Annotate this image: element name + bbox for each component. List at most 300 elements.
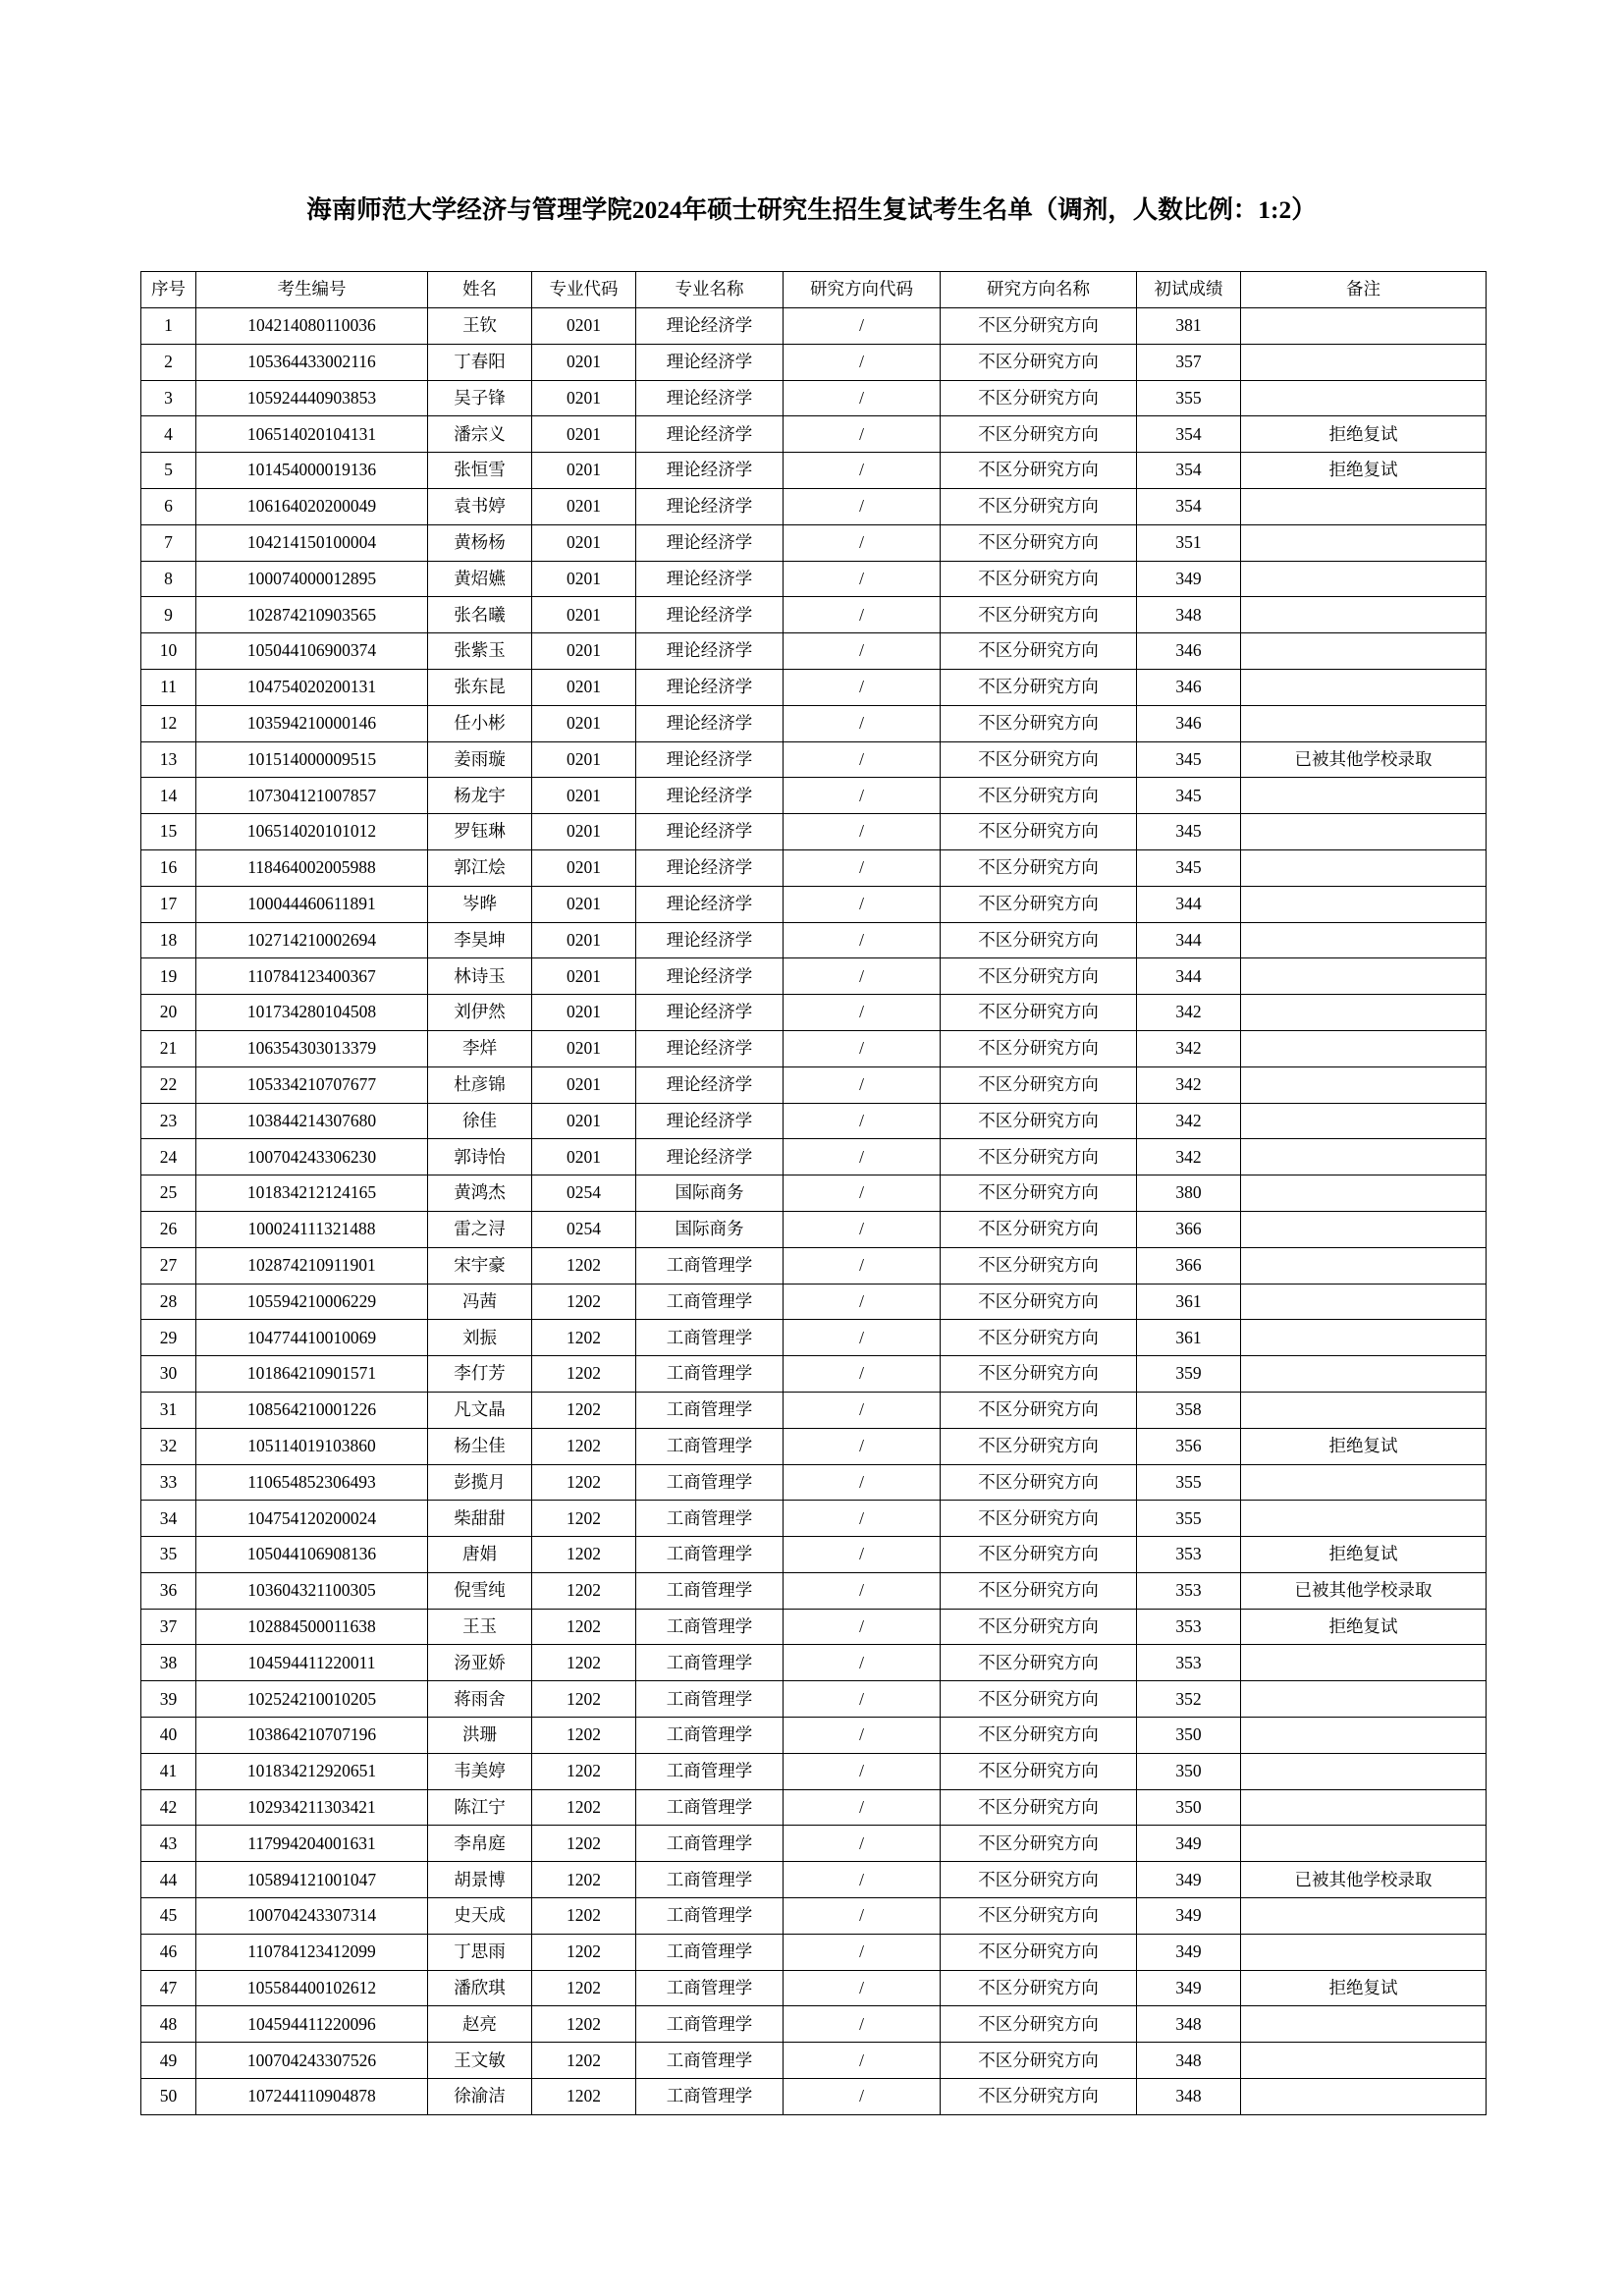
cell-index: 18: [141, 922, 196, 958]
table-row: [141, 561, 1487, 597]
cell-direction-code: /: [784, 1175, 941, 1212]
cell-exam-number: 105924440903853: [196, 380, 428, 416]
cell-score: 353: [1137, 1609, 1241, 1645]
cell-direction-name: 不区分研究方向: [941, 849, 1137, 886]
cell-name: 韦美婷: [428, 1753, 532, 1789]
cell-score: 366: [1137, 1247, 1241, 1284]
cell-major-name: 理论经济学: [636, 308, 784, 345]
cell-name: 唐娟: [428, 1537, 532, 1573]
cell-remark: [1241, 1247, 1487, 1284]
cell-exam-number: 105894121001047: [196, 1862, 428, 1898]
cell-direction-name: 不区分研究方向: [941, 1464, 1137, 1501]
cell-major-name: 工商管理学: [636, 1356, 784, 1393]
cell-major-code: 0201: [532, 741, 636, 778]
cell-exam-number: 105594210006229: [196, 1284, 428, 1320]
cell-remark: 已被其他学校录取: [1241, 1862, 1487, 1898]
cell-score: 349: [1137, 561, 1241, 597]
cell-remark: [1241, 1175, 1487, 1212]
cell-remark: [1241, 849, 1487, 886]
cell-name: 丁春阳: [428, 344, 532, 380]
cell-remark: [1241, 1103, 1487, 1139]
cell-major-name: 工商管理学: [636, 1247, 784, 1284]
cell-major-code: 1202: [532, 1898, 636, 1935]
cell-index: 31: [141, 1392, 196, 1428]
cell-major-code: 1202: [532, 1247, 636, 1284]
cell-direction-name: 不区分研究方向: [941, 524, 1137, 561]
cell-name: 张恒雪: [428, 453, 532, 489]
table-row: [141, 1862, 1487, 1898]
cell-score: 342: [1137, 1030, 1241, 1066]
cell-name: 倪雪纯: [428, 1572, 532, 1609]
cell-score: 348: [1137, 2006, 1241, 2043]
cell-direction-code: /: [784, 380, 941, 416]
cell-major-name: 工商管理学: [636, 1284, 784, 1320]
cell-name: 史天成: [428, 1898, 532, 1935]
cell-exam-number: 102874210903565: [196, 597, 428, 633]
cell-score: 354: [1137, 453, 1241, 489]
cell-direction-name: 不区分研究方向: [941, 1537, 1137, 1573]
cell-index: 28: [141, 1284, 196, 1320]
cell-major-code: 0201: [532, 524, 636, 561]
cell-exam-number: 104774410010069: [196, 1320, 428, 1356]
cell-direction-name: 不区分研究方向: [941, 1970, 1137, 2006]
cell-exam-number: 102524210010205: [196, 1681, 428, 1718]
cell-score: 342: [1137, 1103, 1241, 1139]
cell-score: 350: [1137, 1753, 1241, 1789]
cell-direction-code: /: [784, 1501, 941, 1537]
cell-index: 21: [141, 1030, 196, 1066]
cell-direction-name: 不区分研究方向: [941, 1066, 1137, 1103]
cell-score: 349: [1137, 1862, 1241, 1898]
cell-exam-number: 105044106900374: [196, 633, 428, 670]
cell-direction-code: /: [784, 1898, 941, 1935]
cell-index: 8: [141, 561, 196, 597]
cell-direction-code: /: [784, 1753, 941, 1789]
cell-direction-code: /: [784, 2006, 941, 2043]
cell-direction-code: /: [784, 1862, 941, 1898]
cell-remark: [1241, 1645, 1487, 1681]
cell-direction-name: 不区分研究方向: [941, 488, 1137, 524]
cell-direction-name: 不区分研究方向: [941, 1392, 1137, 1428]
cell-score: 349: [1137, 1934, 1241, 1970]
cell-major-code: 0201: [532, 778, 636, 814]
cell-index: 19: [141, 958, 196, 995]
cell-name: 杨尘佳: [428, 1428, 532, 1464]
cell-major-name: 理论经济学: [636, 886, 784, 922]
cell-index: 4: [141, 416, 196, 453]
cell-name: 任小彬: [428, 705, 532, 741]
cell-index: 17: [141, 886, 196, 922]
cell-direction-name: 不区分研究方向: [941, 1501, 1137, 1537]
table-row: [141, 1826, 1487, 1862]
cell-direction-name: 不区分研究方向: [941, 1898, 1137, 1935]
cell-score: 366: [1137, 1211, 1241, 1247]
cell-direction-code: /: [784, 1464, 941, 1501]
cell-major-name: 工商管理学: [636, 1609, 784, 1645]
table-row: [141, 1753, 1487, 1789]
cell-remark: [1241, 561, 1487, 597]
cell-direction-name: 不区分研究方向: [941, 344, 1137, 380]
cell-major-code: 1202: [532, 1428, 636, 1464]
cell-score: 352: [1137, 1681, 1241, 1718]
cell-remark: [1241, 308, 1487, 345]
cell-major-name: 工商管理学: [636, 1970, 784, 2006]
cell-major-code: 0201: [532, 1139, 636, 1175]
cell-name: 汤亚娇: [428, 1645, 532, 1681]
cell-major-code: 1202: [532, 1718, 636, 1754]
cell-remark: [1241, 1934, 1487, 1970]
cell-exam-number: 108564210001226: [196, 1392, 428, 1428]
cell-direction-name: 不区分研究方向: [941, 308, 1137, 345]
cell-major-code: 0201: [532, 453, 636, 489]
cell-score: 342: [1137, 1066, 1241, 1103]
table-row: [141, 1103, 1487, 1139]
cell-major-name: 理论经济学: [636, 597, 784, 633]
cell-major-name: 理论经济学: [636, 633, 784, 670]
cell-direction-name: 不区分研究方向: [941, 705, 1137, 741]
cell-major-name: 工商管理学: [636, 1898, 784, 1935]
cell-name: 郭诗怡: [428, 1139, 532, 1175]
cell-major-name: 工商管理学: [636, 1464, 784, 1501]
cell-remark: 拒绝复试: [1241, 1970, 1487, 2006]
cell-direction-name: 不区分研究方向: [941, 1030, 1137, 1066]
cell-score: 345: [1137, 849, 1241, 886]
cell-remark: [1241, 886, 1487, 922]
cell-index: 23: [141, 1103, 196, 1139]
cell-direction-name: 不区分研究方向: [941, 1284, 1137, 1320]
cell-score: 350: [1137, 1718, 1241, 1754]
table-header: [141, 272, 1487, 308]
cell-exam-number: 104754020200131: [196, 669, 428, 705]
cell-remark: [1241, 1718, 1487, 1754]
cell-major-name: 工商管理学: [636, 1753, 784, 1789]
cell-remark: [1241, 1392, 1487, 1428]
cell-direction-code: /: [784, 1934, 941, 1970]
cell-major-name: 工商管理学: [636, 1572, 784, 1609]
cell-exam-number: 110784123412099: [196, 1934, 428, 1970]
cell-major-code: 0201: [532, 308, 636, 345]
cell-name: 张东昆: [428, 669, 532, 705]
cell-major-name: 理论经济学: [636, 561, 784, 597]
table-row: [141, 1718, 1487, 1754]
cell-major-code: 1202: [532, 1970, 636, 2006]
cell-major-name: 理论经济学: [636, 1066, 784, 1103]
cell-index: 29: [141, 1320, 196, 1356]
cell-remark: [1241, 1464, 1487, 1501]
table-row: [141, 1934, 1487, 1970]
table-row: [141, 1030, 1487, 1066]
cell-exam-number: 105114019103860: [196, 1428, 428, 1464]
table-row: [141, 958, 1487, 995]
table-row: [141, 1537, 1487, 1573]
cell-major-code: 1202: [532, 1609, 636, 1645]
cell-major-code: 1202: [532, 1572, 636, 1609]
cell-major-code: 0201: [532, 669, 636, 705]
cell-exam-number: 105334210707677: [196, 1066, 428, 1103]
cell-exam-number: 105584400102612: [196, 1970, 428, 2006]
cell-major-name: 理论经济学: [636, 669, 784, 705]
cell-remark: [1241, 1826, 1487, 1862]
cell-major-name: 工商管理学: [636, 1681, 784, 1718]
table-row: [141, 1898, 1487, 1935]
cell-name: 郭江烩: [428, 849, 532, 886]
cell-major-name: 理论经济学: [636, 778, 784, 814]
cell-name: 李烊: [428, 1030, 532, 1066]
table-row: [141, 1572, 1487, 1609]
cell-direction-name: 不区分研究方向: [941, 597, 1137, 633]
cell-remark: [1241, 380, 1487, 416]
cell-direction-code: /: [784, 1970, 941, 2006]
cell-direction-name: 不区分研究方向: [941, 1789, 1137, 1826]
cell-score: 359: [1137, 1356, 1241, 1393]
cell-name: 柴甜甜: [428, 1501, 532, 1537]
cell-exam-number: 105364433002116: [196, 344, 428, 380]
cell-name: 王钦: [428, 308, 532, 345]
cell-name: 宋宇豪: [428, 1247, 532, 1284]
cell-direction-code: /: [784, 886, 941, 922]
cell-remark: [1241, 1898, 1487, 1935]
cell-index: 6: [141, 488, 196, 524]
cell-remark: [1241, 633, 1487, 670]
cell-major-code: 0201: [532, 416, 636, 453]
cell-major-name: 工商管理学: [636, 1862, 784, 1898]
cell-index: 39: [141, 1681, 196, 1718]
cell-score: 380: [1137, 1175, 1241, 1212]
cell-exam-number: 100044460611891: [196, 886, 428, 922]
cell-index: 43: [141, 1826, 196, 1862]
cell-exam-number: 107304121007857: [196, 778, 428, 814]
cell-direction-name: 不区分研究方向: [941, 380, 1137, 416]
table-header-row: [141, 272, 1487, 308]
cell-direction-code: /: [784, 1284, 941, 1320]
cell-direction-code: /: [784, 1645, 941, 1681]
cell-direction-code: /: [784, 453, 941, 489]
cell-major-name: 国际商务: [636, 1175, 784, 1212]
column-header-exam-number: 考生编号: [196, 272, 428, 308]
cell-major-name: 工商管理学: [636, 1392, 784, 1428]
cell-remark: [1241, 1789, 1487, 1826]
cell-direction-name: 不区分研究方向: [941, 1211, 1137, 1247]
table-row: [141, 741, 1487, 778]
cell-name: 罗钰琳: [428, 814, 532, 850]
cell-score: 348: [1137, 597, 1241, 633]
cell-score: 342: [1137, 995, 1241, 1031]
cell-exam-number: 100704243307526: [196, 2043, 428, 2079]
cell-major-name: 理论经济学: [636, 524, 784, 561]
table-row: [141, 1392, 1487, 1428]
cell-direction-name: 不区分研究方向: [941, 922, 1137, 958]
cell-direction-code: /: [784, 1320, 941, 1356]
cell-direction-name: 不区分研究方向: [941, 778, 1137, 814]
column-header-score: 初试成绩: [1137, 272, 1241, 308]
cell-index: 3: [141, 380, 196, 416]
cell-exam-number: 118464002005988: [196, 849, 428, 886]
cell-direction-code: /: [784, 1211, 941, 1247]
cell-index: 33: [141, 1464, 196, 1501]
table-row: [141, 995, 1487, 1031]
cell-remark: [1241, 814, 1487, 850]
cell-index: 41: [141, 1753, 196, 1789]
cell-direction-name: 不区分研究方向: [941, 1320, 1137, 1356]
cell-major-code: 0201: [532, 1066, 636, 1103]
cell-direction-code: /: [784, 308, 941, 345]
cell-score: 353: [1137, 1645, 1241, 1681]
cell-exam-number: 102884500011638: [196, 1609, 428, 1645]
cell-remark: [1241, 344, 1487, 380]
cell-major-name: 工商管理学: [636, 2079, 784, 2115]
cell-direction-code: /: [784, 1537, 941, 1573]
cell-name: 雷之浔: [428, 1211, 532, 1247]
table-row: [141, 524, 1487, 561]
cell-major-name: 理论经济学: [636, 814, 784, 850]
cell-remark: [1241, 1211, 1487, 1247]
cell-major-name: 工商管理学: [636, 2043, 784, 2079]
cell-remark: 已被其他学校录取: [1241, 1572, 1487, 1609]
cell-major-name: 理论经济学: [636, 995, 784, 1031]
cell-direction-name: 不区分研究方向: [941, 1934, 1137, 1970]
cell-exam-number: 100704243306230: [196, 1139, 428, 1175]
cell-exam-number: 100074000012895: [196, 561, 428, 597]
cell-index: 49: [141, 2043, 196, 2079]
cell-index: 36: [141, 1572, 196, 1609]
table-row: [141, 1789, 1487, 1826]
cell-score: 361: [1137, 1284, 1241, 1320]
cell-major-code: 1202: [532, 1464, 636, 1501]
cell-direction-name: 不区分研究方向: [941, 1862, 1137, 1898]
cell-name: 杜彦锦: [428, 1066, 532, 1103]
cell-direction-name: 不区分研究方向: [941, 669, 1137, 705]
table-row: [141, 633, 1487, 670]
cell-exam-number: 103844214307680: [196, 1103, 428, 1139]
cell-index: 37: [141, 1609, 196, 1645]
cell-major-code: 1202: [532, 1537, 636, 1573]
cell-major-name: 理论经济学: [636, 1103, 784, 1139]
cell-remark: [1241, 1139, 1487, 1175]
cell-direction-name: 不区分研究方向: [941, 1826, 1137, 1862]
table-row: [141, 453, 1487, 489]
table-row: [141, 886, 1487, 922]
table-row: [141, 344, 1487, 380]
cell-index: 10: [141, 633, 196, 670]
cell-direction-code: /: [784, 1103, 941, 1139]
cell-name: 王文敏: [428, 2043, 532, 2079]
cell-major-code: 1202: [532, 1826, 636, 1862]
cell-name: 凡文晶: [428, 1392, 532, 1428]
cell-remark: [1241, 1066, 1487, 1103]
cell-index: 5: [141, 453, 196, 489]
cell-major-name: 理论经济学: [636, 1030, 784, 1066]
table-row: [141, 1175, 1487, 1212]
cell-direction-code: /: [784, 416, 941, 453]
cell-exam-number: 101454000019136: [196, 453, 428, 489]
cell-major-name: 理论经济学: [636, 741, 784, 778]
cell-major-code: 0201: [532, 561, 636, 597]
cell-exam-number: 100024111321488: [196, 1211, 428, 1247]
cell-remark: [1241, 995, 1487, 1031]
cell-name: 杨龙宇: [428, 778, 532, 814]
cell-major-code: 1202: [532, 1789, 636, 1826]
cell-direction-code: /: [784, 778, 941, 814]
cell-direction-name: 不区分研究方向: [941, 1175, 1137, 1212]
cell-major-name: 理论经济学: [636, 1139, 784, 1175]
cell-major-code: 0201: [532, 995, 636, 1031]
cell-major-code: 1202: [532, 1320, 636, 1356]
cell-score: 357: [1137, 344, 1241, 380]
cell-direction-name: 不区分研究方向: [941, 1609, 1137, 1645]
cell-direction-code: /: [784, 849, 941, 886]
table-row: [141, 849, 1487, 886]
cell-major-code: 0201: [532, 488, 636, 524]
cell-direction-name: 不区分研究方向: [941, 1428, 1137, 1464]
cell-direction-code: /: [784, 488, 941, 524]
cell-name: 李仃芳: [428, 1356, 532, 1393]
cell-direction-code: /: [784, 1139, 941, 1175]
cell-exam-number: 106514020101012: [196, 814, 428, 850]
cell-name: 袁书婷: [428, 488, 532, 524]
cell-name: 刘伊然: [428, 995, 532, 1031]
cell-score: 346: [1137, 669, 1241, 705]
cell-exam-number: 106164020200049: [196, 488, 428, 524]
cell-direction-name: 不区分研究方向: [941, 416, 1137, 453]
table-row: [141, 597, 1487, 633]
cell-direction-name: 不区分研究方向: [941, 1356, 1137, 1393]
cell-name: 黄鸿杰: [428, 1175, 532, 1212]
cell-remark: [1241, 2079, 1487, 2115]
table-row: [141, 778, 1487, 814]
cell-index: 1: [141, 308, 196, 345]
cell-score: 351: [1137, 524, 1241, 561]
cell-score: 346: [1137, 705, 1241, 741]
table-row: [141, 705, 1487, 741]
cell-major-name: 理论经济学: [636, 344, 784, 380]
cell-direction-code: /: [784, 2043, 941, 2079]
cell-exam-number: 107244110904878: [196, 2079, 428, 2115]
table-body: [141, 308, 1487, 2115]
cell-remark: [1241, 1284, 1487, 1320]
cell-name: 张名曦: [428, 597, 532, 633]
cell-major-name: 理论经济学: [636, 416, 784, 453]
cell-remark: [1241, 778, 1487, 814]
cell-remark: [1241, 1753, 1487, 1789]
cell-name: 潘宗义: [428, 416, 532, 453]
cell-exam-number: 105044106908136: [196, 1537, 428, 1573]
cell-name: 赵亮: [428, 2006, 532, 2043]
cell-name: 林诗玉: [428, 958, 532, 995]
cell-major-name: 工商管理学: [636, 2006, 784, 2043]
table-row: [141, 1320, 1487, 1356]
cell-direction-name: 不区分研究方向: [941, 2043, 1137, 2079]
cell-direction-code: /: [784, 1030, 941, 1066]
cell-major-name: 工商管理学: [636, 1826, 784, 1862]
cell-direction-name: 不区分研究方向: [941, 1718, 1137, 1754]
cell-direction-name: 不区分研究方向: [941, 633, 1137, 670]
cell-major-code: 0201: [532, 1103, 636, 1139]
cell-index: 13: [141, 741, 196, 778]
cell-index: 9: [141, 597, 196, 633]
cell-exam-number: 101864210901571: [196, 1356, 428, 1393]
column-header-index: 序号: [141, 272, 196, 308]
cell-direction-name: 不区分研究方向: [941, 886, 1137, 922]
cell-major-code: 0201: [532, 814, 636, 850]
column-header-major-name: 专业名称: [636, 272, 784, 308]
cell-index: 14: [141, 778, 196, 814]
cell-exam-number: 102874210911901: [196, 1247, 428, 1284]
cell-direction-code: /: [784, 1247, 941, 1284]
cell-major-code: 1202: [532, 1753, 636, 1789]
cell-score: 355: [1137, 380, 1241, 416]
table-row: [141, 1247, 1487, 1284]
cell-direction-code: /: [784, 1826, 941, 1862]
